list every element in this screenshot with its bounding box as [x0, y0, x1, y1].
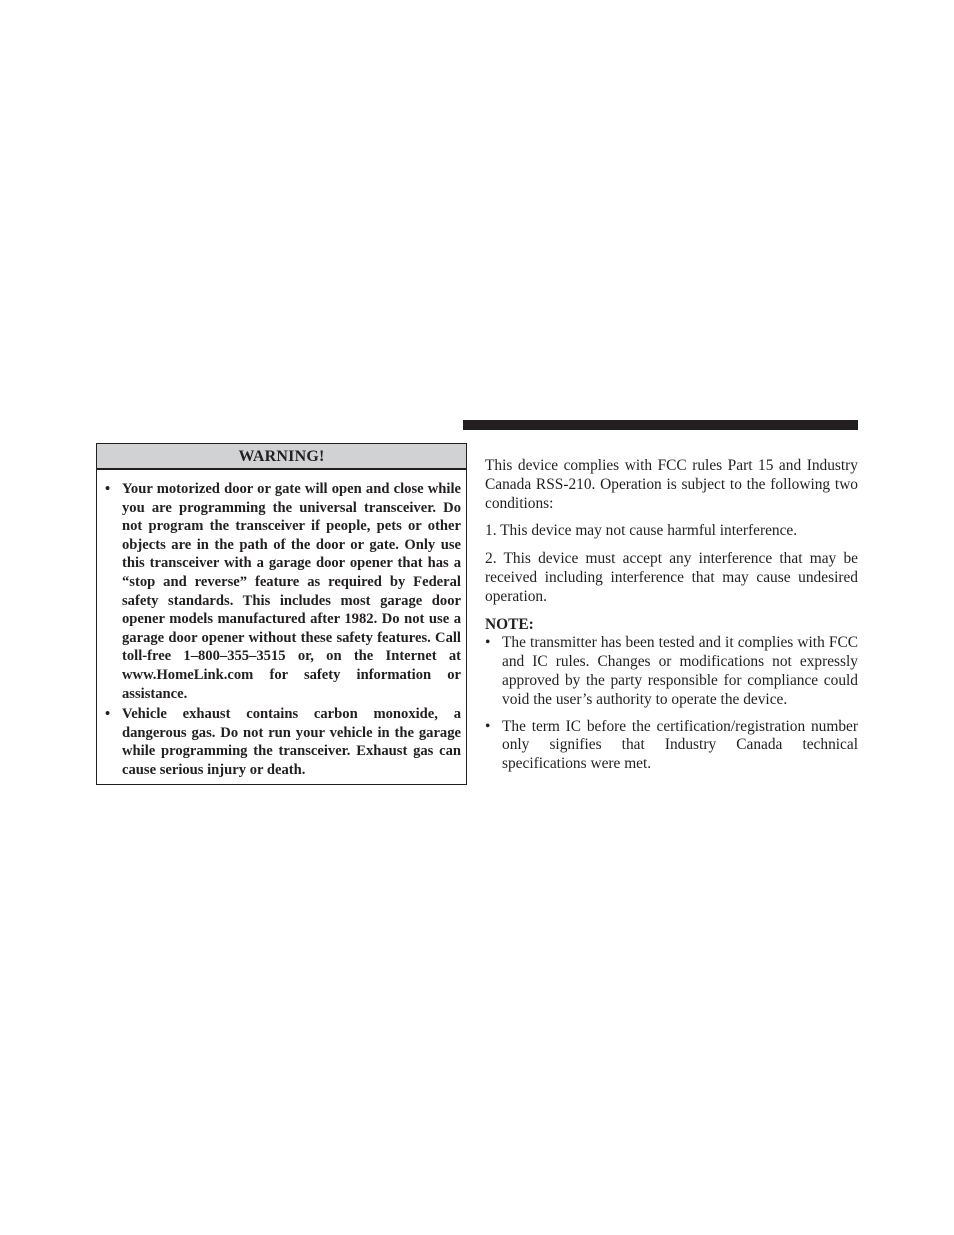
warning-title: WARNING!: [97, 444, 466, 470]
warning-list: [97, 470, 466, 780]
note-item-text: The transmitter has been tested and it complies with FCC and IC rules. Changes or modifications not expressly approved by the party responsible for compliance could void the user’s authority to operate the device.: [502, 634, 858, 708]
note-list: [485, 634, 858, 774]
note-item-text: The term IC before the certification/registration number only signifies that Industry Canada technical specifications were met.: [502, 717, 858, 773]
bullet-icon: •: [485, 634, 491, 652]
compliance-intro: This device complies with FCC rules Part 15 and Industry Canada RSS-210. Operation is subject to the following two conditions:: [485, 457, 858, 512]
bullet-icon: •: [485, 717, 491, 735]
warning-item: [105, 705, 461, 779]
bullet-icon: •: [105, 481, 111, 497]
note-item: [485, 718, 858, 774]
warning-box: [96, 443, 467, 785]
bullet-icon: •: [105, 706, 111, 723]
compliance-section: [485, 457, 858, 774]
section-divider-bar: [463, 420, 858, 430]
compliance-condition-1: 1. This device may not cause harmful interference.: [485, 522, 798, 540]
note-label: NOTE:: [485, 615, 534, 633]
warning-item: [105, 480, 461, 703]
note-item: [485, 634, 858, 709]
warning-item-text: Your motorized door or gate will open and close while you are programming the universal transceiver. Do not program the transceiver if people, pets or other objects are in the path of the door or gate. Only use this transceiver with a garage door opener that has a “stop and reverse” feature as required by Federal safety standards. This includes most garage door opener models manufactured after 1982. Do not use a garage door opener without these safety features. Call toll-free 1–800–355–3515 or, on the Internet at www.HomeLink.com for safety information or assistance.: [122, 481, 461, 702]
compliance-condition-2: 2. This device must accept any interference that may be received including interference that may cause undesired operation.: [485, 550, 858, 605]
warning-item-text: Vehicle exhaust contains carbon monoxide, a dangerous gas. Do not run your vehicle in the garage while programming the transceiver. Exhaust gas can cause serious injury or death.: [122, 706, 461, 778]
